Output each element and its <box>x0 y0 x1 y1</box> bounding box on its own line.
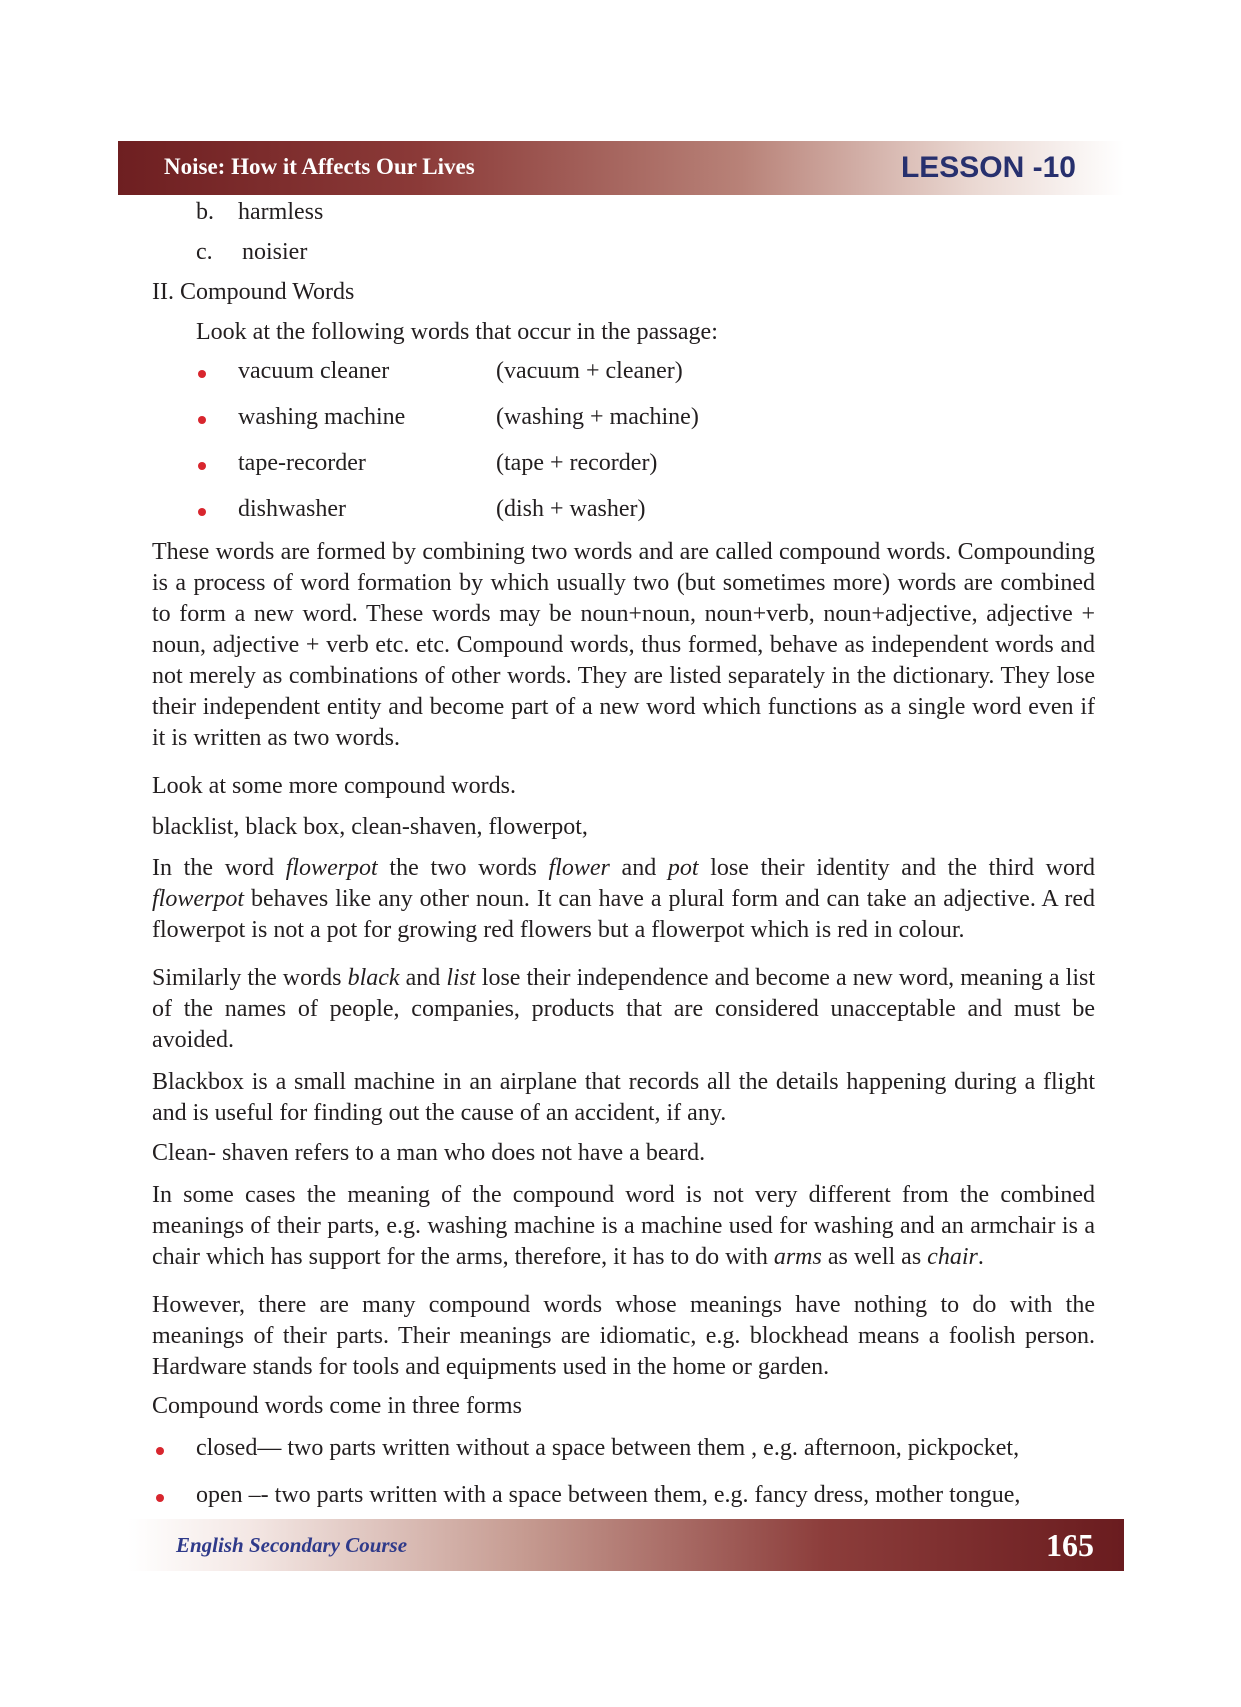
compound-word: tape-recorder <box>238 450 366 476</box>
header-band <box>118 141 1124 195</box>
bullet-icon <box>198 462 206 470</box>
page-number: 165 <box>1046 1527 1094 1563</box>
paragraph-idiomatic: However, there are many compound words whose meanings have nothing to do with the meanings of their parts. Their meanings are idiomatic, e.g. blockhead means a foolish person. Hardware stands for tools and equipments used in the home or garden. <box>152 1292 1095 1380</box>
footer-band <box>128 1519 1124 1571</box>
list-item-b: harmless <box>238 199 324 225</box>
paragraph-clean-shaven: Clean- shaven refers to a man who does not have a beard. <box>152 1140 706 1166</box>
paragraph-flowerpot: In the word flowerpot the two words flower and pot lose their identity and the third word flowerpot behaves like any other noun. It can have a plural form and can take an adjective. A red flowerpot is not a pot for growing red flowers but a flowerpot which is red in colour. <box>152 855 1096 943</box>
compound-word: dishwasher <box>238 496 346 522</box>
course-title: English Secondary Course <box>176 1533 408 1557</box>
compound-word: vacuum cleaner <box>238 358 390 384</box>
bullet-icon <box>198 370 206 378</box>
section-heading: II. Compound Words <box>152 279 355 305</box>
compound-parts: (washing + machine) <box>496 404 699 430</box>
bullet-icon <box>198 416 206 424</box>
compound-parts: (vacuum + cleaner) <box>496 358 683 384</box>
compound-word: washing machine <box>238 404 406 430</box>
intro-text: Look at the following words that occur in the passage: <box>196 319 718 345</box>
compound-parts: (dish + washer) <box>496 496 646 522</box>
list-item-c: noisier <box>242 239 308 265</box>
form-open: open –- two parts written with a space between them, e.g. fancy dress, mother tongue, <box>196 1482 1021 1508</box>
bullet-icon <box>156 1494 164 1502</box>
chapter-title: Noise: How it Affects Our Lives <box>164 154 475 179</box>
compound-parts: (tape + recorder) <box>496 450 658 476</box>
paragraph-transparent-meaning: In some cases the meaning of the compound word is not very different from the combined meanings of their parts, e.g. washing machine is a machine used for washing and an armchair is a chair which has support for the arms, therefore, it has to do with arms as well as chair. <box>152 1182 1095 1270</box>
compound-list: blacklist, black box, clean-shaven, flowerpot, <box>152 814 588 840</box>
list-marker-c: c. <box>196 239 213 265</box>
list-marker-b: b. <box>196 199 214 225</box>
paragraph-more-compounds: Look at some more compound words. <box>152 773 516 799</box>
lesson-number: LESSON -10 <box>900 151 1076 184</box>
paragraph-compounding: These words are formed by combining two words and are called compound words. Compounding is a process of word formation by which usually two (but sometimes more) words are combined to form a new word. These words may be noun+noun, noun+verb, noun+adjective, adjective + noun, adjective + verb etc. etc. Compound words, thus formed, behave as independent words and not merely as combinations of other words. They are listed separately in the dictionary. They lose their independent entity and become part of a new word which functions as a single word even if it is written as two words. <box>152 539 1095 751</box>
paragraph-blackbox: Blackbox is a small machine in an airplane that records all the details happening during a flight and is useful for finding out the cause of an accident, if any. <box>152 1069 1095 1126</box>
bullet-icon <box>198 508 206 516</box>
paragraph-blacklist: Similarly the words black and list lose their independence and become a new word, meaning a list of the names of people, companies, products that are considered unacceptable and must be avoided. <box>152 965 1095 1053</box>
bullet-icon <box>156 1447 164 1455</box>
paragraph-three-forms: Compound words come in three forms <box>152 1393 522 1419</box>
form-closed: closed— two parts written without a space between them , e.g. afternoon, pickpocket, <box>196 1435 1020 1461</box>
